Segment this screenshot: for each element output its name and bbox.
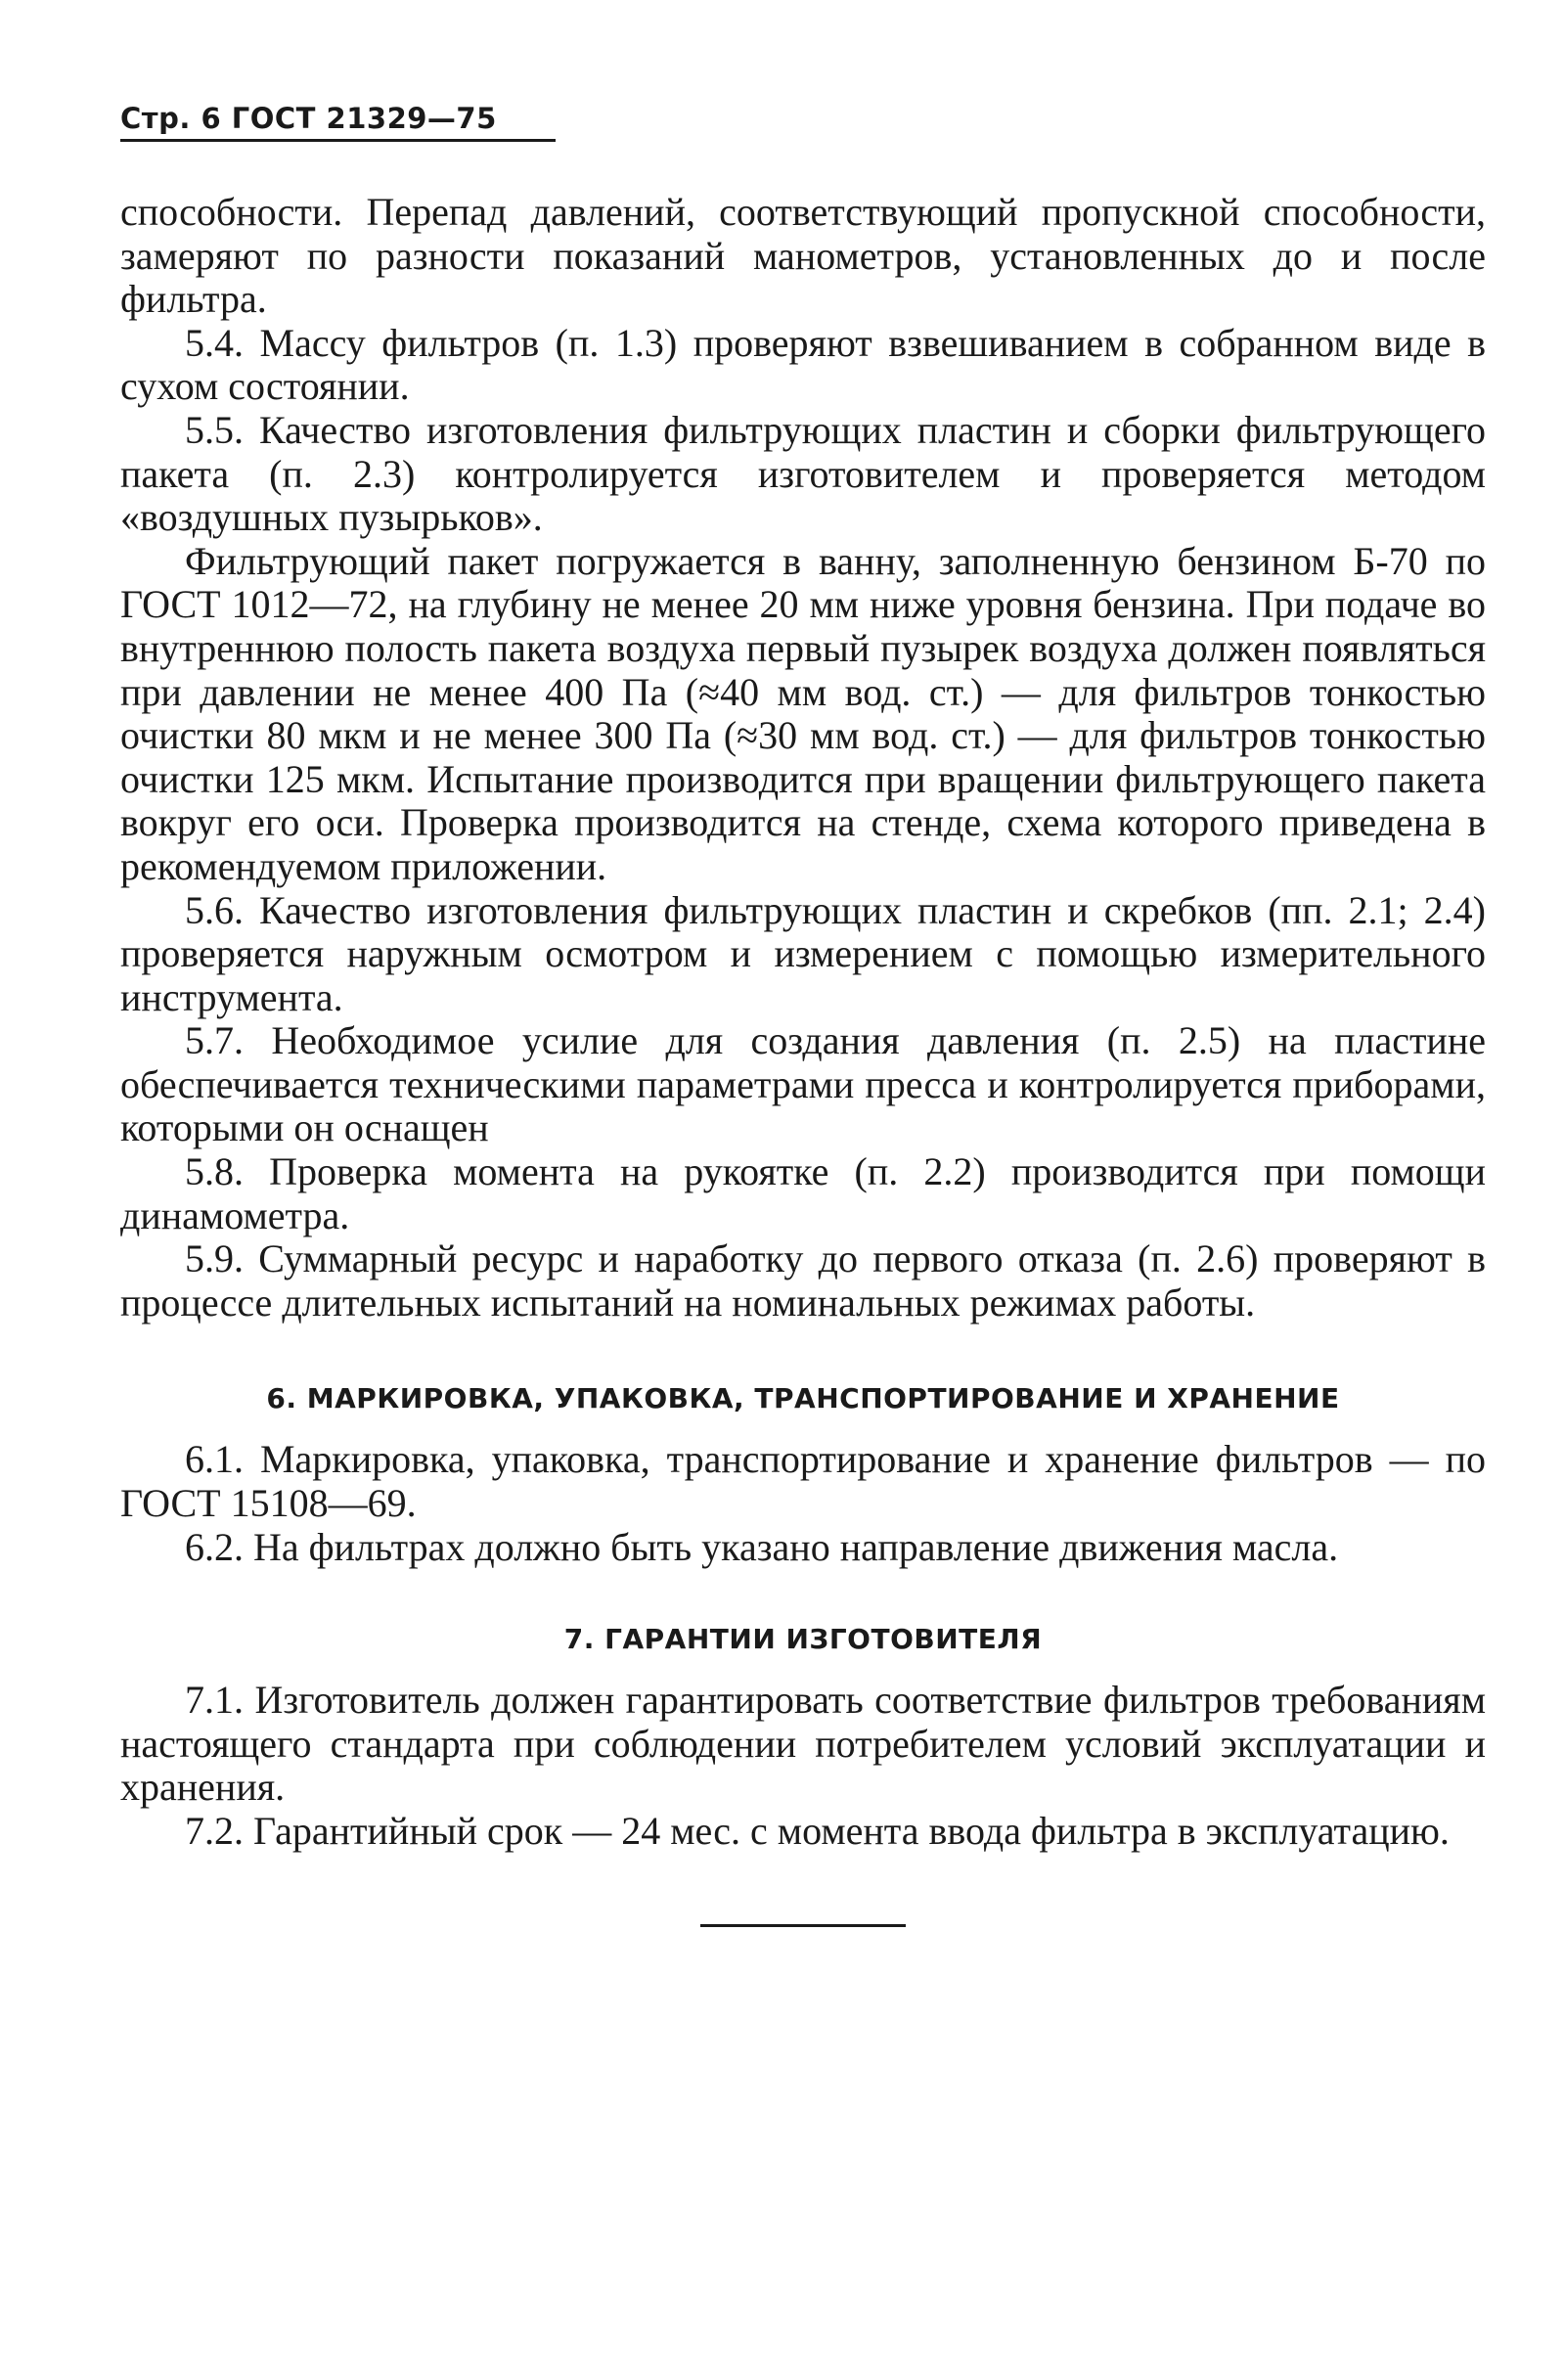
paragraph-continuation: способности. Перепад давлений, соответствующий пропускной способности, замеряют по разности показаний манометров, установленных до и после фильтра.: [120, 190, 1486, 322]
paragraph-6-1: 6.1. Маркировка, упаковка, транспортирование и хранение фильтров — по ГОСТ 15108—69.: [120, 1437, 1486, 1526]
paragraph-5-9: 5.9. Суммарный ресурс и наработку до первого отказа (п. 2.6) проверяют в процессе длительных испытаний на номинальных режимах работы.: [120, 1236, 1486, 1325]
paragraph-5-6: 5.6. Качество изготовления фильтрующих пластин и скребков (пп. 2.1; 2.4) проверяется наружным осмотром и измерением с помощью измерительного инструмента.: [120, 887, 1486, 1019]
paragraph-7-1: 7.1. Изготовитель должен гарантировать соответствие фильтров требованиям настоящего стандарта при соблюдении потребителем условий эксплуатации и хранения.: [120, 1678, 1486, 1810]
paragraph-5-5: 5.5. Качество изготовления фильтрующих пластин и сборки фильтрующего пакета (п. 2.3) контролируется изготовителем и проверяется методом «воздушных пузырьков».: [120, 407, 1486, 540]
paragraph-5-4: 5.4. Массу фильтров (п. 1.3) проверяют взвешиванием в собранном виде в сухом состоянии.: [120, 320, 1486, 409]
document-page: [120, 98, 1486, 1927]
section-6-heading: 6. МАРКИРОВКА, УПАКОВКА, ТРАНСПОРТИРОВАНИЕ И ХРАНЕНИЕ: [266, 1382, 1340, 1415]
paragraph-5-7: 5.7. Необходимое усилие для создания давления (п. 2.5) на пластине обеспечивается техническими параметрами пресса и контролируется приборами, которыми он оснащен: [120, 1018, 1486, 1150]
paragraph-5-5-test-method: Фильтрующий пакет погружается в ванну, заполненную бензином Б-70 по ГОСТ 1012—72, на глубину не менее 20 мм ниже уровня бензина. При подаче во внутреннюю полость пакета воздуха первый пузырек воздуха должен появляться при давлении не менее 400 Па (≈40 мм вод. ст.) — для фильтров тонкостью очистки 80 мкм и не менее 300 Па (≈30 мм вод. ст.) — для фильтров тонкостью очистки 125 мкм. Испытание производится при вращении фильтрующего пакета вокруг его оси. Проверка производится на стенде, схема которого приведена в рекомендуемом приложении.: [120, 538, 1486, 888]
end-rule-divider: [700, 1924, 906, 1927]
paragraph-6-2: 6.2. На фильтрах должно быть указано направление движения масла.: [185, 1524, 1339, 1569]
paragraph-7-2: 7.2. Гарантийный срок — 24 мес. с момента ввода фильтра в эксплуатацию.: [185, 1809, 1450, 1853]
document-body: [120, 191, 1486, 1927]
paragraph-5-8: 5.8. Проверка момента на рукоятке (п. 2.2) производится при помощи динамометра.: [120, 1149, 1486, 1237]
page-header: Стр. 6 ГОСТ 21329—75: [120, 98, 556, 142]
section-7-heading: 7. ГАРАНТИИ ИЗГОТОВИТЕЛЯ: [563, 1623, 1043, 1656]
